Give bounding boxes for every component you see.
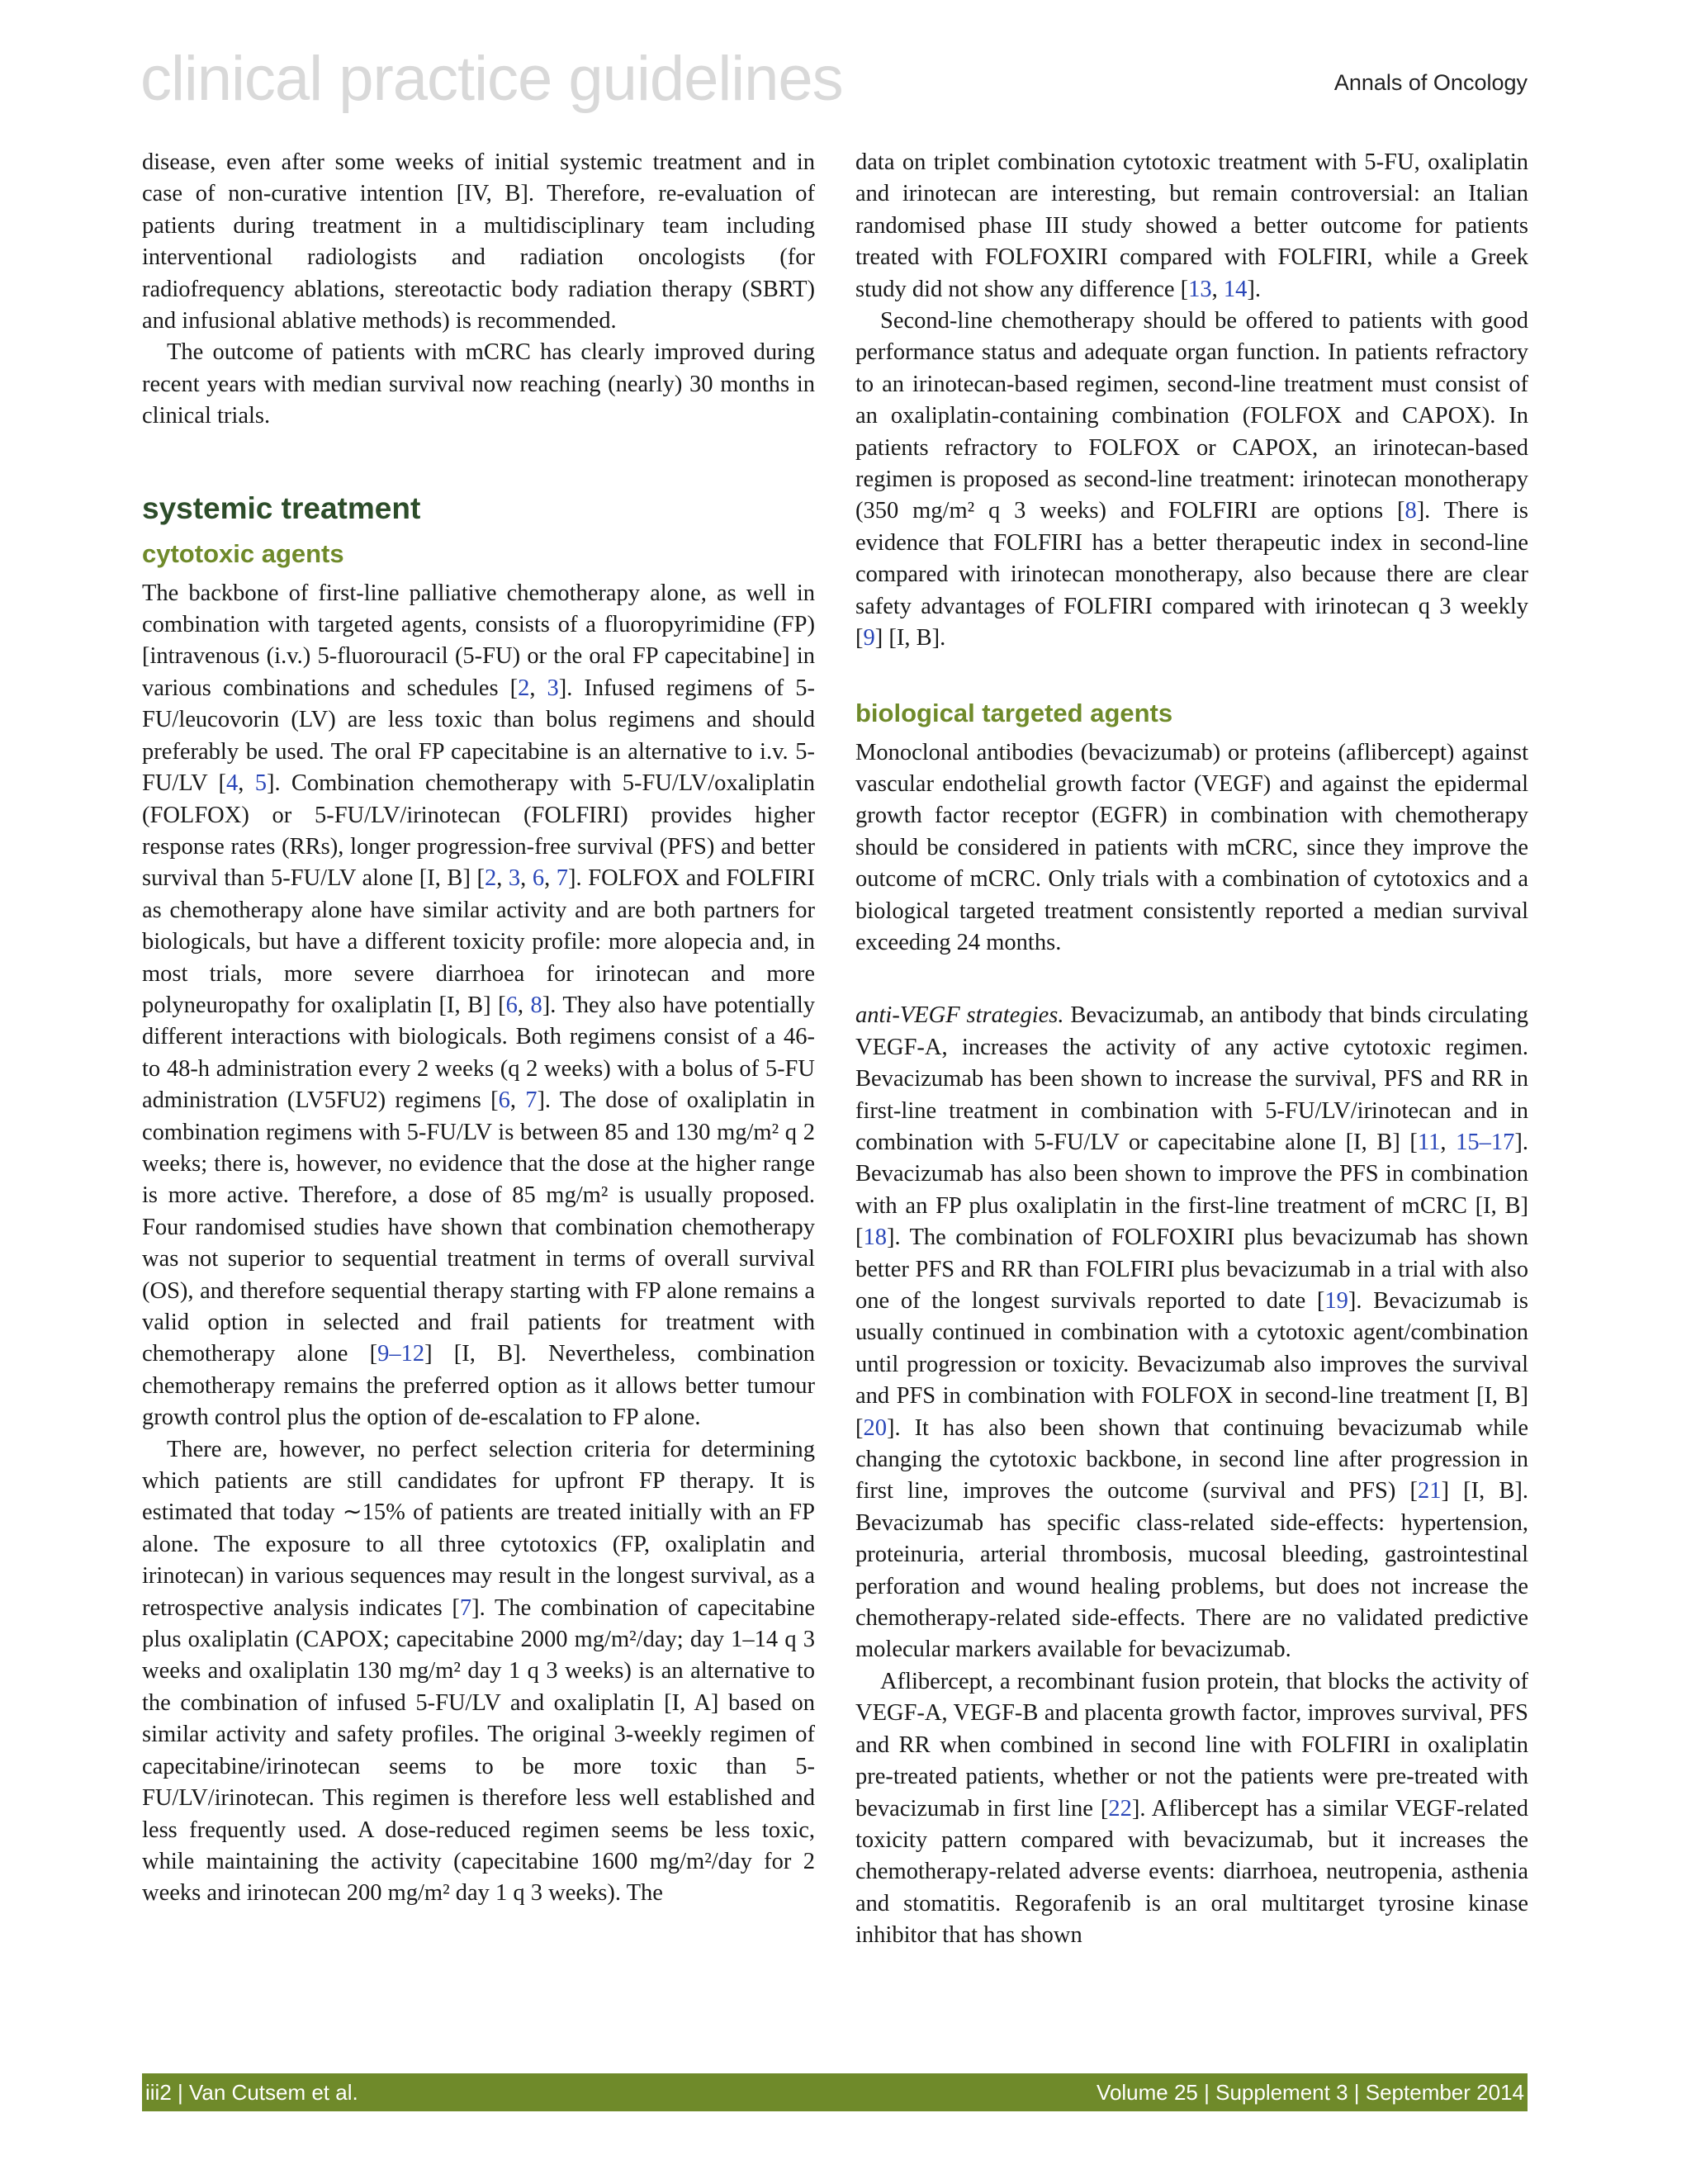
page-header-title: clinical practice guidelines xyxy=(140,44,843,114)
footer-page-author: iii2 | Van Cutsem et al. xyxy=(145,2080,358,2105)
footer-volume-info: Volume 25 | Supplement 3 | September 2014 xyxy=(1097,2080,1524,2105)
paragraph: There are, however, no perfect selection criteria for determining which patients are still candidates for upfront FP therapy. It is estimated that today ∼15% of patients are treated initially with an FP alone. The exposure to all three cytotoxics (FP, oxaliplatin and irinotecan) in various sequences may result in the longest survival, as a retrospective analysis indicates [7]. The combination of capecitabine plus oxaliplatin (CAPOX; capecitabine 2000 mg/m²/day; day 1–14 q 3 weeks and oxaliplatin 130 mg/m² day 1 q 3 weeks) is an alternative to the combination of infused 5-FU/LV and oxaliplatin [I, A] based on similar activity and safety profiles. The original 3-weekly regimen of capecitabine/irinotecan seems to be more toxic than 5-FU/LV/irinotecan. This regimen is therefore less well established and less frequently used. A dose-reduced regimen seems be less toxic, while maintaining the activity (capecitabine 1600 mg/m²/day for 2 weeks and irinotecan 200 mg/m² day 1 q 3 weeks). The xyxy=(142,1436,816,1907)
citation-link[interactable]: 7 xyxy=(525,1087,538,1114)
citation-link[interactable]: 14 xyxy=(1223,276,1248,302)
paragraph: The backbone of first-line palliative chemotherapy alone, as well in combination with targeted agents, consists of a fluoropyrimidine (FP) [intravenous (i.v.) 5-fluorouracil (5-FU) or the oral FP capecitabine] in various combinations and schedules [2, 3]. Infused regimens of 5-FU/leucovorin (LV) are less toxic than bolus regimens and should preferably be used. The oral FP capecitabine is an alternative to i.v. 5-FU/LV [4, 5]. Combination chemotherapy with 5-FU/LV/oxaliplatin (FOLFOX) or 5-FU/LV/irinotecan (FOLFIRI) provides higher response rates (RRs), longer progression-free survival (PFS) and better survival than 5-FU/LV alone [I, B] [2, 3, 6, 7]. FOLFOX and FOLFIRI as chemotherapy alone have similar activity and are both partners for biologicals, but have a different toxicity profile: more alopecia and, in most trials, more severe diarrhoea for irinotecan and more polyneuropathy for oxaliplatin [I, B] [6, 8]. They also have potentially different interactions with biologicals. Both regimens consist of a 46- to 48-h administration every 2 weeks (q 2 weeks) with a bolus of 5-FU administration (LV5FU2) regimens [6, 7]. The dose of oxaliplatin in combination regimens with 5-FU/LV is between 85 and 130 mg/m² q 2 weeks; there is, however, no evidence that the dose at the higher range is more active. Therefore, a dose of 85 mg/m² is usually proposed. Four randomised studies have shown that combination chemotherapy was not superior to sequential treatment in terms of overall survival (OS), and therefore sequential therapy starting with FP alone remains a valid option in selected and frail patients for treatment with chemotherapy alone [9–12] [I, B]. Nevertheless, combination chemotherapy remains the preferred option as it allows better tumour growth control plus the option of de-escalation to FP alone. xyxy=(142,580,816,1431)
run-in-heading: anti-VEGF strategies. xyxy=(855,1002,1064,1029)
citation-link[interactable]: 7 xyxy=(459,1594,472,1621)
right-column xyxy=(855,147,1528,1952)
citation-link[interactable]: 7 xyxy=(556,865,569,892)
citation-link[interactable]: 3 xyxy=(508,865,521,892)
citation-link[interactable]: 13 xyxy=(1188,276,1212,302)
citation-link[interactable]: 18 xyxy=(863,1225,887,1251)
citation-link[interactable]: 22 xyxy=(1108,1795,1132,1822)
citation-link[interactable]: 11 xyxy=(1417,1129,1441,1155)
citation-link[interactable]: 5 xyxy=(254,770,267,797)
paragraph: data on triplet combination cytotoxic treatment with 5-FU, oxaliplatin and irinotecan are interesting, but remain controversial: an Italian randomised phase III study showed a better outcome for patients treated with FOLFOXIRI compared with FOLFIRI, while a Greek study did not show any difference [13, 14]. xyxy=(855,149,1528,302)
section-heading: systemic treatment xyxy=(142,490,421,525)
paragraph: The outcome of patients with mCRC has clearly improved during recent years with median survival now reaching (nearly) 30 months in clinical trials. xyxy=(142,339,815,429)
citation-link[interactable]: 20 xyxy=(863,1414,887,1441)
citation-link[interactable]: 2 xyxy=(484,865,497,892)
citation-link[interactable]: 9–12 xyxy=(377,1341,425,1367)
paragraph: Monoclonal antibodies (bevacizumab) or proteins (aflibercept) against vascular endothelial growth factor (VEGF) and against the epidermal growth factor receptor (EGFR) in combination with chemotherapy should be considered in patients with mCRC, since they improve the outcome of mCRC. Only trials with a combination of cytotoxics and a biological targeted treatment consistently reported a median survival exceeding 24 months. xyxy=(855,739,1528,955)
citation-link[interactable]: 3 xyxy=(547,675,559,701)
citation-link[interactable]: 4 xyxy=(226,770,239,797)
subsection-heading: cytotoxic agents xyxy=(142,538,344,568)
citation-link[interactable]: 6 xyxy=(532,865,545,892)
paragraph: Aflibercept, a recombinant fusion protein, that blocks the activity of VEGF-A, VEGF-B and placenta growth factor, improves survival, PFS and RR when combined in second line with FOLFIRI in oxaliplatin pre-treated patients, whether or not the patients were pre-treated with bevacizumab in first line [22]. Aflibercept has a similar VEGF-related toxicity pattern compared with bevacizumab, but it increases the chemotherapy-related adverse events: diarrhoea, neutropenia, asthenia and stomatitis. Regorafenib is an oral multitarget tyrosine kinase inhibitor that has shown xyxy=(855,1668,1529,1949)
citation-link[interactable]: 6 xyxy=(505,992,518,1018)
citation-link[interactable]: 6 xyxy=(498,1087,510,1114)
citation-link[interactable]: 2 xyxy=(518,675,530,701)
citation-link[interactable]: 9 xyxy=(863,625,875,651)
subsection-heading: biological targeted agents xyxy=(855,698,1173,727)
citation-link[interactable]: 8 xyxy=(1404,498,1417,524)
left-column xyxy=(142,147,815,1910)
footer-bar xyxy=(142,2073,1528,2111)
journal-name: Annals of Oncology xyxy=(1333,70,1528,95)
paragraph: Second-line chemotherapy should be offered to patients with good performance status and adequate organ function. In patients refractory to an irinotecan-based regimen, second-line treatment must consist of an oxaliplatin-containing combination (FOLFOX and CAPOX). In patients refractory to FOLFOX or CAPOX, an irinotecan-based regimen is proposed as second-line treatment: irinotecan monotherapy (350 mg/m² q 3 weeks) and FOLFIRI are options [8]. There is evidence that FOLFIRI has a better therapeutic index in second-line compared with irinotecan monotherapy, also because there are clear safety advantages of FOLFIRI compared with irinotecan q 3 weekly [9] [I, B]. xyxy=(855,308,1528,651)
paragraph: anti-VEGF strategies. Bevacizumab, an antibody that binds circulating VEGF-A, increases the activity of any active cytotoxic regimen. Bevacizumab has been shown to increase the survival, PFS and RR in first-line treatment in combination with 5-FU/LV/irinotecan and in combination with 5-FU/LV or capecitabine alone [I, B] [11, 15–17]. Bevacizumab has also been shown to improve the PFS in combination with an FP plus oxaliplatin in the first-line treatment of mCRC [I, B] [18]. The combination of FOLFOXIRI plus bevacizumab has shown better PFS and RR than FOLFIRI plus bevacizumab in a trial with also one of the longest survivals reported to date [19]. Bevacizumab is usually continued in combination with a cytotoxic agent/combination until progression or toxicity. Bevacizumab also improves the survival and PFS in combination with FOLFOX in second-line treatment [I, B] [20]. It has also been shown that continuing bevacizumab while changing the cytotoxic backbone, in second line after progression in first line, improves the outcome (survival and PFS) [21] [I, B]. Bevacizumab has specific class-related side-effects: hypertension, proteinuria, arterial thrombosis, mucosal bleeding, gastrointestinal perforation and wound healing problems, but does not increase the chemotherapy-related side-effects. There are no validated predictive molecular markers available for bevacizumab. xyxy=(855,1002,1529,1663)
citation-link[interactable]: 15–17 xyxy=(1456,1129,1515,1155)
citation-link[interactable]: 21 xyxy=(1417,1478,1442,1504)
paragraph: disease, even after some weeks of initial systemic treatment and in case of non-curative intention [IV, B]. Therefore, re-evaluation of patients during treatment in a multidisciplinary team including interventional radiologists and radiation oncologists (for radiofrequency ablations, stereotactic body radiation therapy (SBRT) and infusional ablative methods) is recommended. xyxy=(142,149,815,334)
citation-link[interactable]: 19 xyxy=(1324,1288,1348,1314)
citation-link[interactable]: 8 xyxy=(530,992,542,1018)
spacer xyxy=(855,959,1528,1000)
